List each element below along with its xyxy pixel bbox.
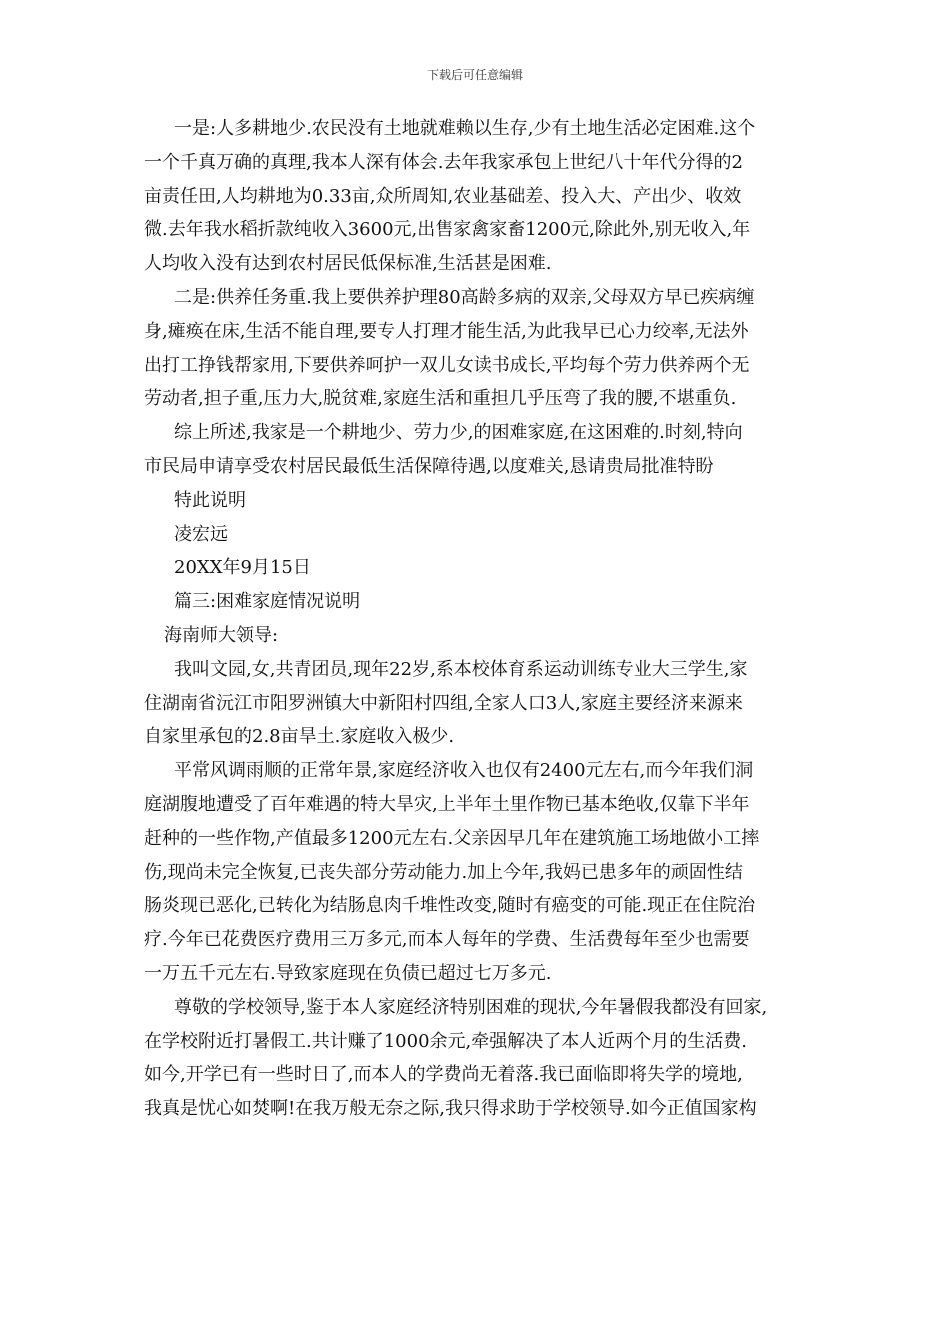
paragraph-p4 (144, 484, 820, 518)
text-line: 人均收入没有达到农村居民低保标准,生活甚是困难. (144, 253, 552, 275)
text-line: 海南师大领导: (164, 624, 279, 646)
text-line: 一个千真万确的真理,我本人深有体会.去年我家承包上世纪八十年代分得的2 (144, 151, 743, 173)
text-line: 二是:供养任务重.我上要供养护理80高龄多病的双亲,父母双方早已疾病缠 (174, 286, 755, 308)
document-body (144, 112, 820, 1126)
paragraph-p2 (144, 281, 820, 416)
paragraph-p9 (144, 653, 820, 754)
text-line: 在学校附近打暑假工.共计赚了1000余元,牵强解决了本人近两个月的生活费. (144, 1030, 747, 1052)
text-line: 我叫文园,女,共青团员,现年22岁,系本校体育系运动训练专业大三学生,家 (174, 658, 748, 680)
text-line: 一万五千元左右.导致家庭现在负债已超过七万多元. (144, 962, 552, 984)
paragraph-p10 (144, 754, 820, 991)
text-line: 庭湖腹地遭受了百年难遇的特大旱灾,上半年土里作物已基本绝收,仅靠下半年 (144, 793, 750, 815)
text-line: 身,瘫痪在床,生活不能自理,要专人打理才能生活,为此我早已心力绞率,无法外 (144, 320, 749, 342)
text-line: 劳动者,担子重,压力大,脱贫难,家庭生活和重担几乎压弯了我的腰,不堪重负. (144, 388, 737, 410)
text-line: 市民局申请享受农村居民最低生活保障待遇,以度难关,恳请贵局批准特盼 (144, 455, 714, 477)
text-line: 凌宏远 (174, 523, 228, 545)
paragraph-p8 (144, 619, 820, 653)
text-line: 特此说明 (174, 489, 246, 511)
text-line: 如今,开学已有一些时日了,而本人的学费尚无着落.我已面临即将失学的境地, (144, 1064, 743, 1086)
text-line: 自家里承包的2.8亩旱土.家庭收入极少. (144, 726, 455, 748)
text-line: 肠炎现已恶化,已转化为结肠息肉千堆性改变,随时有癌变的可能.现正在住院治 (144, 895, 756, 917)
text-line: 亩责任田,人均耕地为0.33亩,众所周知,农业基础差、投入大、产出少、收效 (144, 185, 742, 207)
paragraph-p6 (144, 551, 820, 585)
paragraph-p7 (144, 585, 820, 619)
page-header: 下载后可任意编辑 (426, 68, 523, 82)
paragraph-p5 (144, 518, 820, 552)
text-line: 赶种的一些作物,产值最多1200元左右.父亲因早几年在建筑施工场地做小工摔 (144, 827, 760, 849)
text-line: 一是:人多耕地少.农民没有土地就难赖以生存,少有土地生活必定困难.这个 (174, 118, 756, 139)
text-line: 疗.今年已花费医疗费用三万多元,而本人每年的学费、生活费每年至少也需要 (144, 929, 750, 951)
paragraph-p1 (144, 112, 820, 281)
text-line: 综上所述,我家是一个耕地少、劳力少,的困难家庭,在这困难的.时刻,特向 (174, 422, 743, 444)
text-line: 住湖南省沅江市阳罗洲镇大中新阳村四组,全家人口3人,家庭主要经济来源来 (144, 692, 743, 714)
text-line: 尊敬的学校领导,鉴于本人家庭经济特别困难的现状,今年暑假我都没有回家, (174, 996, 768, 1018)
text-line: 平常风调雨顺的正常年景,家庭经济收入也仅有2400元左右,而今年我们洞 (174, 760, 754, 782)
paragraph-p3 (144, 416, 820, 484)
text-line: 我真是忧心如焚啊!在我万般无奈之际,我只得求助于学校领导.如今正值国家构 (144, 1098, 757, 1120)
text-line: 篇三:困难家庭情况说明 (174, 591, 361, 613)
text-line: 20XX年9月15日 (174, 557, 311, 579)
text-line: 微.去年我水稻折款纯收入3600元,出售家禽家畜1200元,除此外,别无收入,年 (144, 219, 751, 241)
text-line: 伤,现尚未完全恢复,已丧失部分劳动能力.加上今年,我妈已患多年的顽固性结 (144, 861, 743, 883)
text-line: 出打工挣钱帮家用,下要供养呵护一双儿女读书成长,平均每个劳力供养两个无 (144, 354, 750, 376)
paragraph-p11 (144, 991, 820, 1126)
